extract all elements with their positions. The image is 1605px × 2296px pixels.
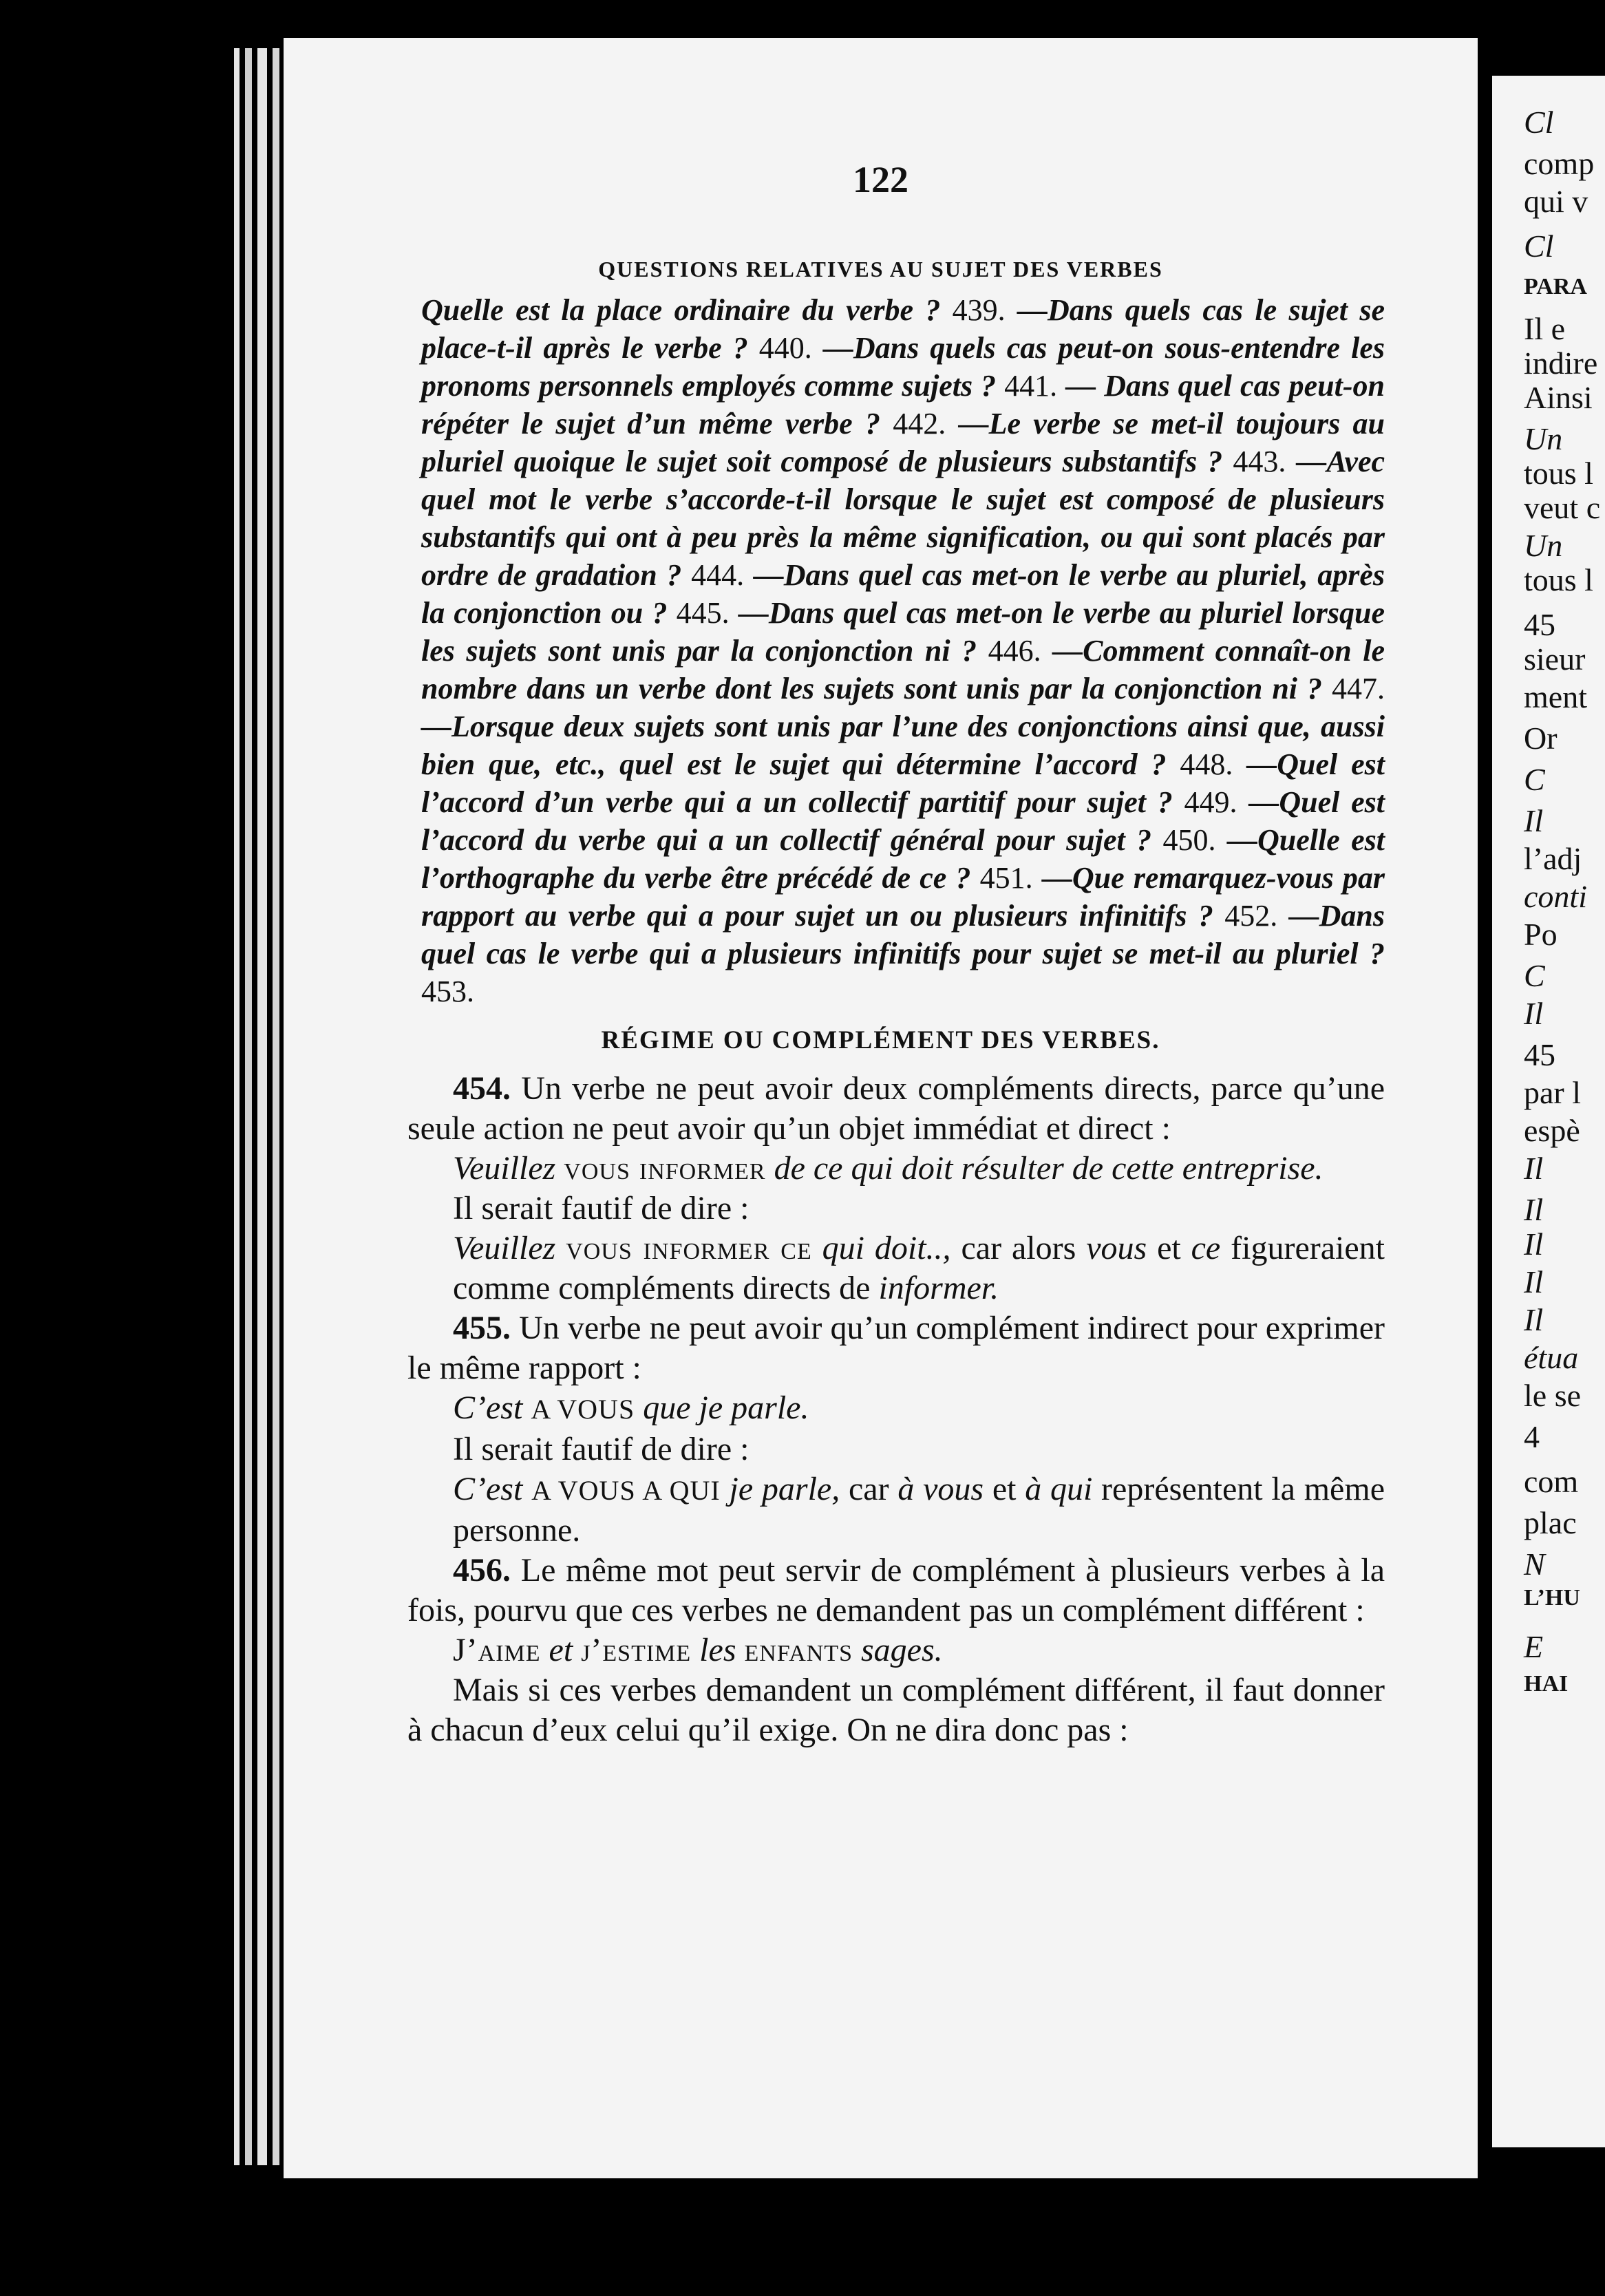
example-emphasis: j’estime [581,1632,692,1668]
right-page-line: indire [1524,346,1598,381]
example-text: vous [1086,1230,1147,1266]
right-page-line: le se [1524,1378,1582,1413]
right-page-line: Or [1524,721,1558,756]
question-text: —Quel est l’accord d’un verbe qui a un collectif partitif pour sujet ? [421,747,1385,819]
example-text: Veuillez [453,1150,556,1187]
example-emphasis: A VOUS A QUI [531,1475,721,1506]
example [407,1149,1385,1189]
question-text: —Que remarquez-vous par rapport au verbe qui a pour sujet un ou plusieurs infinitifs ? [421,861,1385,933]
example-text: C’est [453,1390,523,1426]
book-edge [234,48,240,2165]
question-number: 439. [952,293,1006,327]
question-number: 448. [1180,747,1233,781]
question-text: —Quel est l’accord du verbe qui a un collectif général pour sujet ? [421,785,1385,857]
right-page-line: Cl [1524,228,1554,264]
paragraph-number: 454. [453,1070,511,1107]
question-text: —Comment connaît-on le nombre dans un verbe dont les sujets sont unis par la conjonction ni ? [421,634,1385,705]
book-page [284,38,1478,2178]
question-number: 442. [893,407,946,440]
right-page-line: Ainsi [1524,380,1593,415]
question-text: —Dans quel cas le verbe qui a plusieurs infinitifs pour sujet se met-il au pluriel ? [421,899,1385,970]
right-page-line: C [1524,762,1545,797]
page-number: 122 [853,159,908,200]
right-page-line: 45 [1524,607,1555,642]
right-page-line: qui v [1524,184,1588,219]
example-text: ce [1191,1230,1221,1266]
question-number: 445. [676,596,730,630]
example-text: figureraient comme compléments directs de [453,1230,1385,1306]
example-text: car alors [961,1230,1076,1266]
question-number: 453. [421,975,474,1008]
questions-block [421,291,1385,1010]
fautif-line: Il serait fautif de dire : [453,1190,750,1226]
right-page-line: espè [1524,1113,1580,1148]
question-text: Quelle est la place ordinaire du verbe ? [421,293,953,327]
question-number: 451. [979,861,1033,895]
example-text: sages. [861,1632,943,1668]
example-text: les [699,1632,736,1668]
paragraph-text: Mais si ces verbes demandent un complément différent, il faut donner à chacun d’eux celui qu’il exige. On ne dira donc pas : [407,1672,1385,1748]
right-page-line: Il [1524,803,1544,838]
example-emphasis: A VOUS [531,1394,635,1425]
example-text: Veuillez [453,1230,556,1266]
question-text: —Avec quel mot le verbe s’accorde-t-il lorsque le sujet est composé de plusieurs substantifs qui ont à peu près la même signification, ou qui sont placés par ordre de gradation ? [421,445,1385,592]
right-page-line: Il [1524,1302,1544,1337]
right-page-line: Il e [1524,311,1566,346]
question-number: 440. [758,331,812,365]
question-text: —Lorsque deux sujets sont unis par l’une des conjonctions ainsi que, aussi bien que, etc., quel est le sujet qui détermine l’accord ? [421,710,1385,781]
right-page-line: étua [1524,1340,1579,1375]
example-text: et [549,1632,573,1668]
question-number: 446. [988,634,1041,668]
question-number: 441. [1004,369,1058,403]
example-text: et [992,1471,1017,1507]
question-text: —Dans quels cas le sujet se place-t-il après le verbe ? [421,293,1385,365]
example-emphasis: vous informer [564,1150,766,1187]
right-page-line: Il [1524,996,1544,1031]
example-text: que je parle. [643,1390,809,1426]
paragraph-number: 456. [453,1552,511,1588]
right-page-line: Il [1524,1151,1544,1186]
question-number: 452. [1224,899,1278,933]
right-page-line: PARA [1524,274,1587,299]
example-emphasis: enfants [744,1632,853,1668]
right-page-line: par l [1524,1075,1582,1110]
fautif-line: Il serait fautif de dire : [453,1431,750,1467]
example [407,1229,1385,1308]
section-heading: RÉGIME OU COMPLÉMENT DES VERBES. [601,1026,1160,1054]
example-text: et [1157,1230,1181,1266]
right-page-line: tous l [1524,456,1593,491]
example-text: informer. [878,1270,999,1306]
book-edge [245,48,252,2165]
example-text: de ce qui doit résulter de cette entreprise. [774,1150,1324,1187]
right-page-line: Un [1524,528,1563,563]
question-text: — Dans quel cas peut-on répéter le sujet d’un même verbe ? [421,369,1385,440]
right-page-line: C [1524,958,1545,993]
example-text: représentent la même personne. [453,1471,1385,1549]
question-text: —Quelle est l’orthographe du verbe être précédé de ce ? [421,823,1385,895]
question-number: 449. [1184,785,1237,819]
right-page-line: Il [1524,1226,1544,1262]
body-text [407,1069,1385,1750]
right-page-line: plac [1524,1505,1577,1540]
right-page-line: Il [1524,1192,1544,1227]
question-number: 443. [1233,445,1286,478]
adjacent-page-fragment [1492,76,1605,2147]
paragraph-455 [407,1308,1385,1388]
question-text: —Dans quel cas met-on le verbe au pluriel lorsque les sujets sont unis par la conjonction ni ? [421,596,1385,668]
example-emphasis: vous informer ce [566,1230,812,1266]
example [407,1388,1385,1429]
right-page-line: l’adj [1524,841,1582,876]
right-page-line: com [1524,1464,1579,1499]
example-text: car [848,1471,889,1507]
right-page-line: Po [1524,917,1558,952]
paragraph-text: Le même mot peut servir de complément à plusieurs verbes à la fois, pourvu que ces verbes ne demandent pas un complément différent : [407,1552,1385,1628]
paragraph-456 [407,1551,1385,1630]
book-edge [273,48,279,2165]
right-page-line: L’HU [1524,1585,1580,1611]
right-page-line: E [1524,1629,1544,1664]
question-text: —Dans quel cas met-on le verbe au pluriel, après la conjonction ou ? [421,558,1385,630]
paragraph-text: Un verbe ne peut avoir qu’un complément indirect pour exprimer le même rapport : [407,1310,1385,1386]
example [407,1469,1385,1551]
right-page-line: HAI [1524,1671,1569,1697]
example-text: qui doit.., [822,1230,951,1266]
question-text: —Dans quels cas peut-on sous-entendre les pronoms personnels employés comme sujets ? [421,331,1385,403]
question-number: 444. [691,558,745,592]
paragraph-454 [407,1069,1385,1149]
book-edge [257,48,267,2165]
right-page-line: Il [1524,1264,1544,1299]
example-text: à vous [897,1471,984,1507]
right-page-line: tous l [1524,562,1593,597]
right-page-line: 4 [1524,1419,1540,1454]
right-page-line: conti [1524,879,1587,914]
right-page-line: N [1524,1546,1545,1582]
example [407,1630,1385,1670]
example-text: je parle, [729,1471,840,1507]
question-text: —Le verbe se met-il toujours au pluriel quoique le sujet soit composé de plusieurs substantifs ? [421,407,1385,478]
question-number: 447. [1332,672,1385,705]
right-page-line: Cl [1524,105,1554,140]
questions-heading: QUESTIONS RELATIVES AU SUJET DES VERBES [598,257,1163,281]
right-page-line: ment [1524,679,1587,714]
example-text: C’est [453,1471,523,1507]
example-text: à qui [1025,1471,1093,1507]
paragraph-text: Un verbe ne peut avoir deux compléments directs, parce qu’une seule action ne peut avoir qu’un objet immédiat et direct : [407,1070,1385,1147]
example-emphasis: J’aime [453,1632,541,1668]
question-number: 450. [1162,823,1216,857]
right-page-line: veut c [1524,490,1601,525]
right-page-line: 45 [1524,1037,1555,1072]
right-page-line: Un [1524,421,1563,456]
right-page-line: comp [1524,146,1595,181]
right-page-line: sieur [1524,641,1586,677]
paragraph-number: 455. [453,1310,511,1346]
